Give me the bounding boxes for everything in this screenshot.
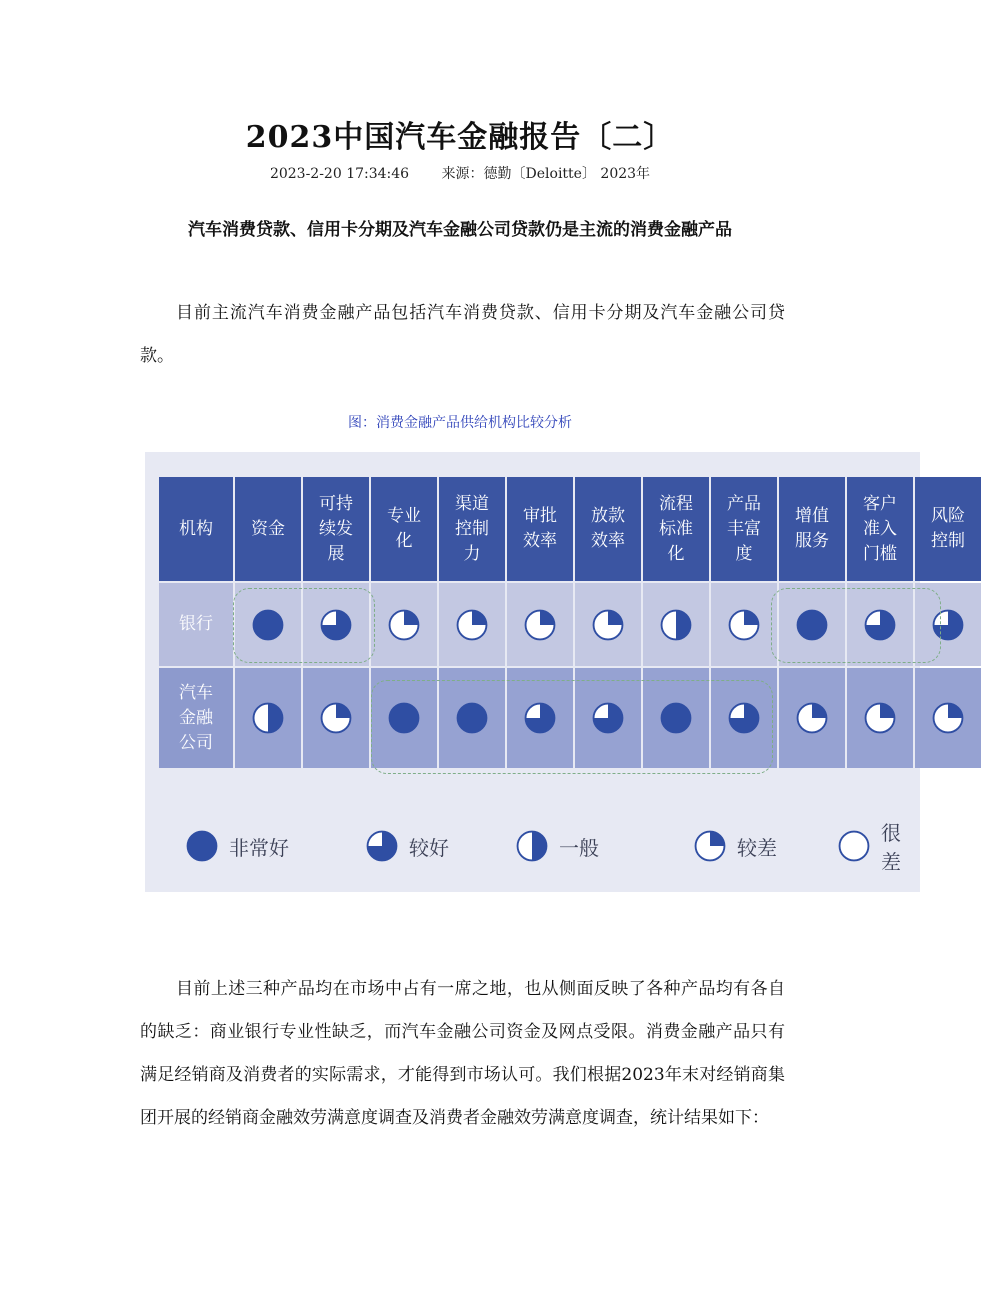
rating-cell [779, 668, 845, 768]
header-criterion: 流程 标准 化 [643, 477, 709, 581]
rating-mark-icon [523, 608, 557, 642]
header-criterion: 可持 续发 展 [303, 477, 369, 581]
legend-mark-icon [837, 829, 871, 863]
legend-label: 较好 [409, 835, 449, 860]
row-label: 银行 [159, 583, 233, 666]
legend-item [185, 826, 289, 866]
legend-item [693, 826, 777, 866]
legend-label: 非常好 [229, 835, 289, 860]
row-label: 汽车 金融 公司 [159, 668, 233, 768]
legend-label: 一般 [559, 835, 599, 860]
rating-cell [847, 668, 913, 768]
rating-cell [303, 668, 369, 768]
rating-mark-icon [387, 608, 421, 642]
highlight-outline [371, 680, 773, 774]
figure-caption: 图：消费金融产品供给机构比较分析 [348, 415, 572, 431]
rating-mark-icon [251, 701, 285, 735]
rating-mark-icon [455, 608, 489, 642]
section-heading: 汽车消费贷款、信用卡分期及汽车金融公司贷款仍是主流的消费金融产品 [188, 220, 732, 240]
rating-mark-icon [319, 701, 353, 735]
paragraph-analysis: 目前上述三种产品均在市场中占有一席之地，也从侧面反映了各种产品均有各自的缺乏：商业银行专业性缺乏，而汽车金融公司资金及网点受限。消费金融产品只有满足经销商及消费者的实际需求，才能得到市场认可。我们根据2023年末对经销商集团开展的经销商金融效劳满意度调查及消费者金融效劳满意度调查，统计结果如下： [140, 979, 785, 1128]
header-institution: 机构 [159, 477, 233, 581]
legend-item [515, 826, 599, 866]
highlight-outline [771, 588, 941, 663]
header-criterion: 专业 化 [371, 477, 437, 581]
paragraph-intro: 目前主流汽车消费金融产品包括汽车消费贷款、信用卡分期及汽车金融公司贷款。 [140, 303, 785, 366]
header-criterion: 增值 服务 [779, 477, 845, 581]
rating-mark-icon [931, 701, 965, 735]
rating-cell [915, 668, 981, 768]
header-criterion: 渠道 控制 力 [439, 477, 505, 581]
rating-cell [439, 583, 505, 666]
rating-mark-icon [591, 608, 625, 642]
highlight-outline [233, 588, 375, 663]
publish-datetime: 2023-2-20 17:34:46 [269, 166, 410, 182]
header-criterion: 资金 [235, 477, 301, 581]
rating-cell [711, 583, 777, 666]
legend-mark-icon [515, 829, 549, 863]
legend-item [365, 826, 449, 866]
legend-mark-icon [693, 829, 727, 863]
header-criterion: 产品 丰富 度 [711, 477, 777, 581]
source-line: 来源：德勤〔Deloitte〕 2023年 [441, 166, 651, 182]
legend-item [837, 821, 920, 874]
legend-mark-icon [185, 829, 219, 863]
legend-mark-icon [365, 829, 399, 863]
rating-cell [643, 583, 709, 666]
rating-mark-icon [659, 608, 693, 642]
document-meta [0, 163, 920, 183]
rating-cell [235, 668, 301, 768]
header-criterion: 风险 控制 [915, 477, 981, 581]
rating-mark-icon [795, 701, 829, 735]
comparison-figure [145, 452, 965, 892]
document-title: 2023中国汽车金融报告〔二〕 [245, 120, 675, 155]
rating-mark-icon [863, 701, 897, 735]
header-criterion: 放款 效率 [575, 477, 641, 581]
rating-mark-icon [727, 608, 761, 642]
legend-label: 较差 [737, 835, 777, 860]
rating-cell [371, 583, 437, 666]
legend-label: 很差 [881, 821, 901, 874]
header-criterion: 客户 准入 门槛 [847, 477, 913, 581]
rating-cell [507, 583, 573, 666]
header-criterion: 审批 效率 [507, 477, 573, 581]
rating-cell [575, 583, 641, 666]
